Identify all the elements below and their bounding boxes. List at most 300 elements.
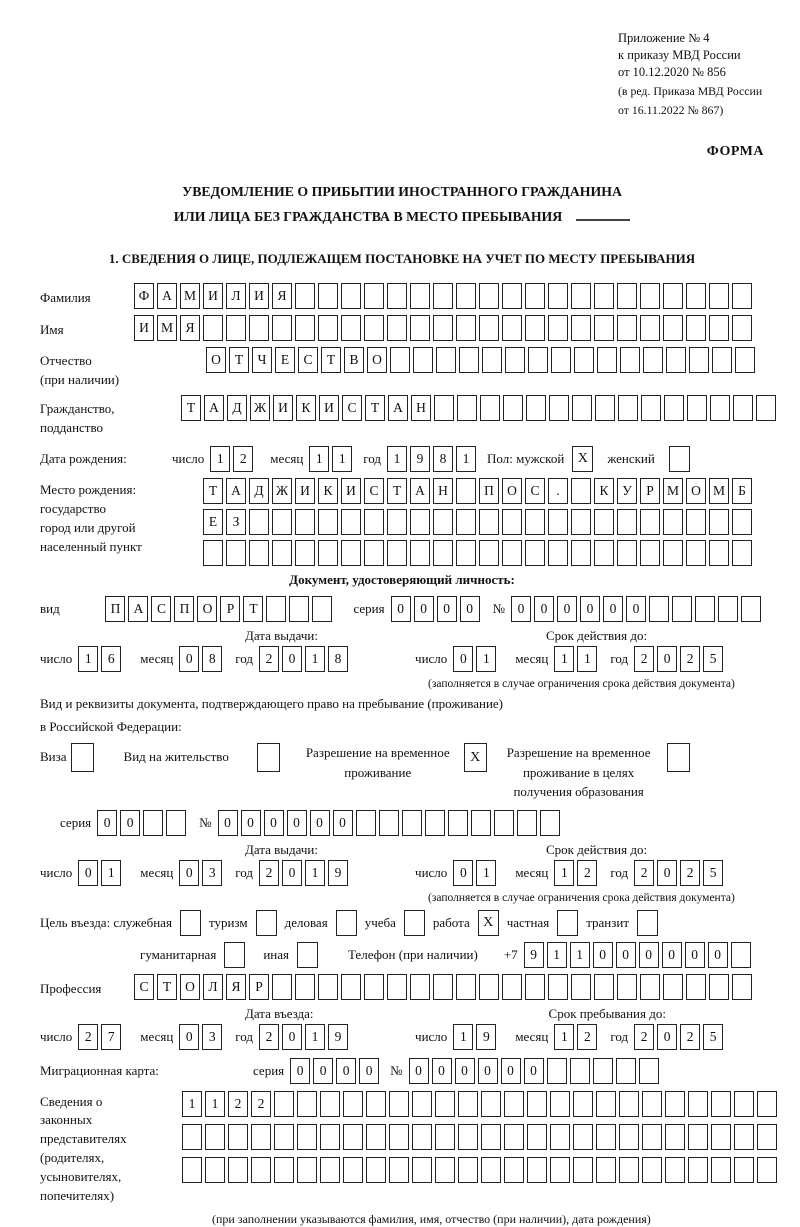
char-cell[interactable]: Ж — [272, 478, 292, 504]
char-cell[interactable]: Т — [387, 478, 407, 504]
char-cell[interactable] — [686, 974, 706, 1000]
char-cell[interactable]: 0 — [313, 1058, 333, 1084]
char-cell[interactable] — [616, 1058, 636, 1084]
char-cell[interactable]: 0 — [626, 596, 646, 622]
char-cell[interactable]: 1 — [305, 1024, 325, 1050]
char-cell[interactable] — [425, 810, 445, 836]
char-cell[interactable] — [433, 283, 453, 309]
char-cell[interactable]: 0 — [437, 596, 457, 622]
char-cell[interactable] — [709, 540, 729, 566]
char-cell[interactable] — [457, 395, 477, 421]
char-cell[interactable] — [295, 283, 315, 309]
char-cell[interactable] — [320, 1091, 340, 1117]
char-cell[interactable] — [712, 347, 732, 373]
char-cell[interactable] — [573, 1091, 593, 1117]
char-cell[interactable]: О — [197, 596, 217, 622]
char-cell[interactable]: И — [295, 478, 315, 504]
char-cell[interactable]: 0 — [657, 1024, 677, 1050]
char-cell[interactable] — [366, 1091, 386, 1117]
char-cell[interactable] — [718, 596, 738, 622]
char-cell[interactable] — [410, 540, 430, 566]
char-cell[interactable] — [479, 509, 499, 535]
char-cell[interactable] — [596, 1157, 616, 1183]
char-cell[interactable] — [734, 1091, 754, 1117]
char-cell[interactable] — [596, 1091, 616, 1117]
char-cell[interactable] — [456, 315, 476, 341]
char-cell[interactable]: 0 — [478, 1058, 498, 1084]
char-cell[interactable] — [318, 509, 338, 535]
char-cell[interactable] — [550, 1091, 570, 1117]
char-cell[interactable] — [617, 315, 637, 341]
purpose-transit-checkbox[interactable] — [637, 910, 658, 936]
char-cell[interactable] — [272, 315, 292, 341]
char-cell[interactable] — [550, 1124, 570, 1150]
char-cell[interactable] — [639, 1058, 659, 1084]
char-cell[interactable]: 2 — [577, 1024, 597, 1050]
char-cell[interactable] — [356, 810, 376, 836]
char-cell[interactable]: 2 — [680, 860, 700, 886]
char-cell[interactable]: 0 — [524, 1058, 544, 1084]
char-cell[interactable] — [688, 1157, 708, 1183]
char-cell[interactable] — [312, 596, 332, 622]
char-cell[interactable]: 2 — [634, 860, 654, 886]
char-cell[interactable]: 0 — [333, 810, 353, 836]
char-cell[interactable] — [709, 509, 729, 535]
char-cell[interactable] — [390, 347, 410, 373]
char-cell[interactable]: 0 — [78, 860, 98, 886]
char-cell[interactable]: П — [479, 478, 499, 504]
char-cell[interactable]: 0 — [501, 1058, 521, 1084]
char-cell[interactable] — [741, 596, 761, 622]
char-cell[interactable] — [573, 1157, 593, 1183]
char-cell[interactable]: П — [105, 596, 125, 622]
char-cell[interactable] — [640, 315, 660, 341]
char-cell[interactable]: А — [157, 283, 177, 309]
char-cell[interactable] — [343, 1157, 363, 1183]
char-cell[interactable] — [672, 596, 692, 622]
char-cell[interactable] — [205, 1157, 225, 1183]
char-cell[interactable] — [732, 315, 752, 341]
char-cell[interactable] — [686, 540, 706, 566]
char-cell[interactable]: Т — [229, 347, 249, 373]
char-cell[interactable] — [642, 1124, 662, 1150]
char-cell[interactable] — [251, 1124, 271, 1150]
char-cell[interactable] — [295, 315, 315, 341]
char-cell[interactable] — [341, 540, 361, 566]
char-cell[interactable]: О — [180, 974, 200, 1000]
char-cell[interactable] — [387, 283, 407, 309]
char-cell[interactable]: Л — [226, 283, 246, 309]
char-cell[interactable] — [448, 810, 468, 836]
char-cell[interactable]: 0 — [282, 1024, 302, 1050]
char-cell[interactable] — [318, 283, 338, 309]
char-cell[interactable] — [502, 540, 522, 566]
char-cell[interactable]: К — [296, 395, 316, 421]
char-cell[interactable]: П — [174, 596, 194, 622]
char-cell[interactable] — [481, 1124, 501, 1150]
char-cell[interactable] — [413, 347, 433, 373]
char-cell[interactable] — [205, 1124, 225, 1150]
char-cell[interactable]: Ф — [134, 283, 154, 309]
char-cell[interactable]: 0 — [616, 942, 636, 968]
char-cell[interactable] — [665, 1091, 685, 1117]
char-cell[interactable]: 0 — [453, 860, 473, 886]
char-cell[interactable] — [297, 1157, 317, 1183]
char-cell[interactable] — [642, 1157, 662, 1183]
char-cell[interactable]: 0 — [97, 810, 117, 836]
char-cell[interactable]: 0 — [336, 1058, 356, 1084]
char-cell[interactable] — [618, 395, 638, 421]
char-cell[interactable] — [664, 395, 684, 421]
char-cell[interactable] — [528, 347, 548, 373]
char-cell[interactable] — [341, 315, 361, 341]
char-cell[interactable] — [435, 1124, 455, 1150]
char-cell[interactable]: 0 — [580, 596, 600, 622]
purpose-official-checkbox[interactable] — [180, 910, 201, 936]
char-cell[interactable] — [617, 540, 637, 566]
char-cell[interactable] — [251, 1157, 271, 1183]
char-cell[interactable] — [593, 1058, 613, 1084]
char-cell[interactable] — [666, 347, 686, 373]
char-cell[interactable] — [594, 283, 614, 309]
purpose-humanitarian-checkbox[interactable] — [224, 942, 245, 968]
char-cell[interactable]: 1 — [456, 446, 476, 472]
char-cell[interactable]: 0 — [409, 1058, 429, 1084]
char-cell[interactable]: Т — [181, 395, 201, 421]
char-cell[interactable]: А — [128, 596, 148, 622]
char-cell[interactable]: Р — [640, 478, 660, 504]
char-cell[interactable] — [249, 509, 269, 535]
char-cell[interactable] — [642, 1091, 662, 1117]
char-cell[interactable] — [649, 596, 669, 622]
char-cell[interactable]: 2 — [634, 646, 654, 672]
char-cell[interactable]: 8 — [328, 646, 348, 672]
char-cell[interactable]: 5 — [703, 646, 723, 672]
char-cell[interactable]: М — [157, 315, 177, 341]
char-cell[interactable] — [143, 810, 163, 836]
char-cell[interactable] — [458, 1157, 478, 1183]
char-cell[interactable] — [182, 1124, 202, 1150]
char-cell[interactable] — [548, 315, 568, 341]
char-cell[interactable] — [412, 1091, 432, 1117]
char-cell[interactable] — [571, 509, 591, 535]
char-cell[interactable] — [572, 395, 592, 421]
char-cell[interactable] — [594, 509, 614, 535]
purpose-business-checkbox[interactable] — [336, 910, 357, 936]
char-cell[interactable] — [364, 509, 384, 535]
char-cell[interactable]: 3 — [202, 860, 222, 886]
char-cell[interactable]: К — [318, 478, 338, 504]
char-cell[interactable]: 8 — [202, 646, 222, 672]
char-cell[interactable] — [594, 315, 614, 341]
char-cell[interactable] — [482, 347, 502, 373]
char-cell[interactable] — [412, 1124, 432, 1150]
char-cell[interactable]: 0 — [310, 810, 330, 836]
char-cell[interactable] — [249, 540, 269, 566]
char-cell[interactable]: 1 — [78, 646, 98, 672]
char-cell[interactable]: И — [134, 315, 154, 341]
char-cell[interactable] — [619, 1157, 639, 1183]
char-cell[interactable] — [571, 315, 591, 341]
char-cell[interactable]: 1 — [305, 860, 325, 886]
char-cell[interactable]: 0 — [414, 596, 434, 622]
char-cell[interactable] — [389, 1124, 409, 1150]
char-cell[interactable] — [295, 540, 315, 566]
char-cell[interactable] — [665, 1124, 685, 1150]
char-cell[interactable]: 9 — [328, 860, 348, 886]
char-cell[interactable] — [619, 1091, 639, 1117]
char-cell[interactable] — [733, 395, 753, 421]
char-cell[interactable]: 1 — [305, 646, 325, 672]
char-cell[interactable] — [640, 974, 660, 1000]
residence-permit-checkbox[interactable] — [257, 743, 280, 772]
char-cell[interactable]: 0 — [603, 596, 623, 622]
char-cell[interactable] — [570, 1058, 590, 1084]
char-cell[interactable]: О — [686, 478, 706, 504]
char-cell[interactable] — [297, 1124, 317, 1150]
char-cell[interactable]: 0 — [391, 596, 411, 622]
char-cell[interactable]: 2 — [259, 860, 279, 886]
char-cell[interactable] — [341, 509, 361, 535]
char-cell[interactable] — [735, 347, 755, 373]
char-cell[interactable]: 0 — [264, 810, 284, 836]
char-cell[interactable]: Д — [227, 395, 247, 421]
char-cell[interactable]: Т — [243, 596, 263, 622]
char-cell[interactable] — [274, 1157, 294, 1183]
char-cell[interactable]: Б — [732, 478, 752, 504]
char-cell[interactable] — [266, 596, 286, 622]
char-cell[interactable]: М — [663, 478, 683, 504]
char-cell[interactable]: Я — [226, 974, 246, 1000]
char-cell[interactable] — [435, 1091, 455, 1117]
char-cell[interactable]: 5 — [703, 1024, 723, 1050]
char-cell[interactable] — [734, 1157, 754, 1183]
char-cell[interactable] — [594, 974, 614, 1000]
char-cell[interactable] — [503, 395, 523, 421]
char-cell[interactable]: 6 — [101, 646, 121, 672]
char-cell[interactable] — [620, 347, 640, 373]
char-cell[interactable] — [456, 540, 476, 566]
char-cell[interactable]: 1 — [182, 1091, 202, 1117]
char-cell[interactable] — [494, 810, 514, 836]
char-cell[interactable]: Ч — [252, 347, 272, 373]
char-cell[interactable] — [571, 283, 591, 309]
char-cell[interactable]: 1 — [309, 446, 329, 472]
char-cell[interactable]: И — [341, 478, 361, 504]
char-cell[interactable] — [525, 540, 545, 566]
char-cell[interactable]: 1 — [210, 446, 230, 472]
char-cell[interactable]: А — [226, 478, 246, 504]
char-cell[interactable]: О — [502, 478, 522, 504]
char-cell[interactable] — [479, 315, 499, 341]
char-cell[interactable]: 0 — [685, 942, 705, 968]
char-cell[interactable]: 1 — [387, 446, 407, 472]
char-cell[interactable]: 0 — [287, 810, 307, 836]
char-cell[interactable]: 8 — [433, 446, 453, 472]
char-cell[interactable]: 1 — [577, 646, 597, 672]
char-cell[interactable] — [481, 1157, 501, 1183]
char-cell[interactable] — [436, 347, 456, 373]
char-cell[interactable] — [711, 1124, 731, 1150]
char-cell[interactable] — [504, 1091, 524, 1117]
char-cell[interactable] — [574, 347, 594, 373]
char-cell[interactable] — [272, 974, 292, 1000]
char-cell[interactable]: 1 — [554, 860, 574, 886]
char-cell[interactable]: С — [364, 478, 384, 504]
char-cell[interactable]: 0 — [708, 942, 728, 968]
char-cell[interactable]: А — [388, 395, 408, 421]
char-cell[interactable] — [573, 1124, 593, 1150]
char-cell[interactable] — [617, 283, 637, 309]
char-cell[interactable] — [389, 1091, 409, 1117]
char-cell[interactable] — [548, 283, 568, 309]
char-cell[interactable] — [527, 1157, 547, 1183]
char-cell[interactable]: А — [410, 478, 430, 504]
char-cell[interactable]: В — [344, 347, 364, 373]
char-cell[interactable] — [619, 1124, 639, 1150]
char-cell[interactable] — [710, 395, 730, 421]
char-cell[interactable]: Т — [365, 395, 385, 421]
char-cell[interactable]: 0 — [511, 596, 531, 622]
char-cell[interactable]: 1 — [554, 646, 574, 672]
char-cell[interactable] — [731, 942, 751, 968]
edu-residence-checkbox[interactable] — [667, 743, 690, 772]
char-cell[interactable]: 0 — [179, 860, 199, 886]
char-cell[interactable] — [387, 509, 407, 535]
char-cell[interactable]: 0 — [179, 1024, 199, 1050]
char-cell[interactable]: 0 — [453, 646, 473, 672]
char-cell[interactable] — [711, 1157, 731, 1183]
char-cell[interactable] — [318, 540, 338, 566]
char-cell[interactable] — [549, 395, 569, 421]
char-cell[interactable] — [597, 347, 617, 373]
char-cell[interactable] — [228, 1157, 248, 1183]
char-cell[interactable] — [456, 283, 476, 309]
char-cell[interactable] — [550, 1157, 570, 1183]
char-cell[interactable]: 0 — [662, 942, 682, 968]
char-cell[interactable] — [505, 347, 525, 373]
char-cell[interactable] — [295, 974, 315, 1000]
char-cell[interactable]: И — [203, 283, 223, 309]
char-cell[interactable] — [517, 810, 537, 836]
char-cell[interactable]: 2 — [259, 646, 279, 672]
char-cell[interactable]: Я — [180, 315, 200, 341]
char-cell[interactable] — [272, 540, 292, 566]
char-cell[interactable] — [318, 974, 338, 1000]
char-cell[interactable] — [709, 283, 729, 309]
char-cell[interactable] — [387, 974, 407, 1000]
char-cell[interactable] — [709, 974, 729, 1000]
char-cell[interactable] — [526, 395, 546, 421]
char-cell[interactable] — [434, 395, 454, 421]
char-cell[interactable]: Я — [272, 283, 292, 309]
char-cell[interactable]: Т — [203, 478, 223, 504]
char-cell[interactable] — [295, 509, 315, 535]
char-cell[interactable] — [548, 540, 568, 566]
char-cell[interactable] — [640, 283, 660, 309]
char-cell[interactable]: 2 — [634, 1024, 654, 1050]
char-cell[interactable] — [364, 974, 384, 1000]
char-cell[interactable]: 5 — [703, 860, 723, 886]
char-cell[interactable]: И — [273, 395, 293, 421]
char-cell[interactable] — [504, 1157, 524, 1183]
char-cell[interactable] — [527, 1124, 547, 1150]
char-cell[interactable]: 0 — [218, 810, 238, 836]
char-cell[interactable]: М — [709, 478, 729, 504]
char-cell[interactable] — [226, 315, 246, 341]
char-cell[interactable] — [571, 540, 591, 566]
char-cell[interactable] — [732, 283, 752, 309]
char-cell[interactable] — [433, 509, 453, 535]
char-cell[interactable]: С — [298, 347, 318, 373]
char-cell[interactable]: 1 — [476, 646, 496, 672]
char-cell[interactable]: 9 — [410, 446, 430, 472]
char-cell[interactable] — [686, 283, 706, 309]
char-cell[interactable] — [663, 315, 683, 341]
char-cell[interactable]: 2 — [259, 1024, 279, 1050]
char-cell[interactable] — [502, 283, 522, 309]
char-cell[interactable]: 1 — [547, 942, 567, 968]
char-cell[interactable] — [643, 347, 663, 373]
char-cell[interactable] — [364, 315, 384, 341]
char-cell[interactable]: 0 — [593, 942, 613, 968]
char-cell[interactable] — [502, 509, 522, 535]
char-cell[interactable] — [732, 540, 752, 566]
char-cell[interactable]: Т — [321, 347, 341, 373]
char-cell[interactable] — [274, 1091, 294, 1117]
char-cell[interactable] — [571, 974, 591, 1000]
char-cell[interactable]: 2 — [577, 860, 597, 886]
char-cell[interactable]: 1 — [570, 942, 590, 968]
char-cell[interactable] — [695, 596, 715, 622]
char-cell[interactable] — [663, 540, 683, 566]
char-cell[interactable] — [502, 974, 522, 1000]
char-cell[interactable] — [479, 540, 499, 566]
char-cell[interactable]: С — [151, 596, 171, 622]
char-cell[interactable]: Ж — [250, 395, 270, 421]
char-cell[interactable]: А — [204, 395, 224, 421]
char-cell[interactable]: 0 — [657, 860, 677, 886]
char-cell[interactable]: 1 — [101, 860, 121, 886]
char-cell[interactable] — [249, 315, 269, 341]
char-cell[interactable]: Р — [220, 596, 240, 622]
char-cell[interactable] — [525, 974, 545, 1000]
char-cell[interactable]: 2 — [78, 1024, 98, 1050]
char-cell[interactable]: 3 — [202, 1024, 222, 1050]
char-cell[interactable]: 1 — [453, 1024, 473, 1050]
char-cell[interactable] — [410, 509, 430, 535]
purpose-tourism-checkbox[interactable] — [256, 910, 277, 936]
char-cell[interactable] — [410, 315, 430, 341]
char-cell[interactable] — [182, 1157, 202, 1183]
char-cell[interactable] — [594, 540, 614, 566]
char-cell[interactable] — [471, 810, 491, 836]
purpose-private-checkbox[interactable] — [557, 910, 578, 936]
char-cell[interactable] — [318, 315, 338, 341]
char-cell[interactable] — [456, 974, 476, 1000]
purpose-study-checkbox[interactable] — [404, 910, 425, 936]
char-cell[interactable]: 9 — [328, 1024, 348, 1050]
char-cell[interactable] — [456, 509, 476, 535]
char-cell[interactable] — [548, 509, 568, 535]
char-cell[interactable]: С — [525, 478, 545, 504]
char-cell[interactable] — [686, 509, 706, 535]
char-cell[interactable] — [640, 509, 660, 535]
char-cell[interactable] — [711, 1091, 731, 1117]
char-cell[interactable]: 0 — [639, 942, 659, 968]
char-cell[interactable]: 1 — [476, 860, 496, 886]
char-cell[interactable]: 2 — [251, 1091, 271, 1117]
